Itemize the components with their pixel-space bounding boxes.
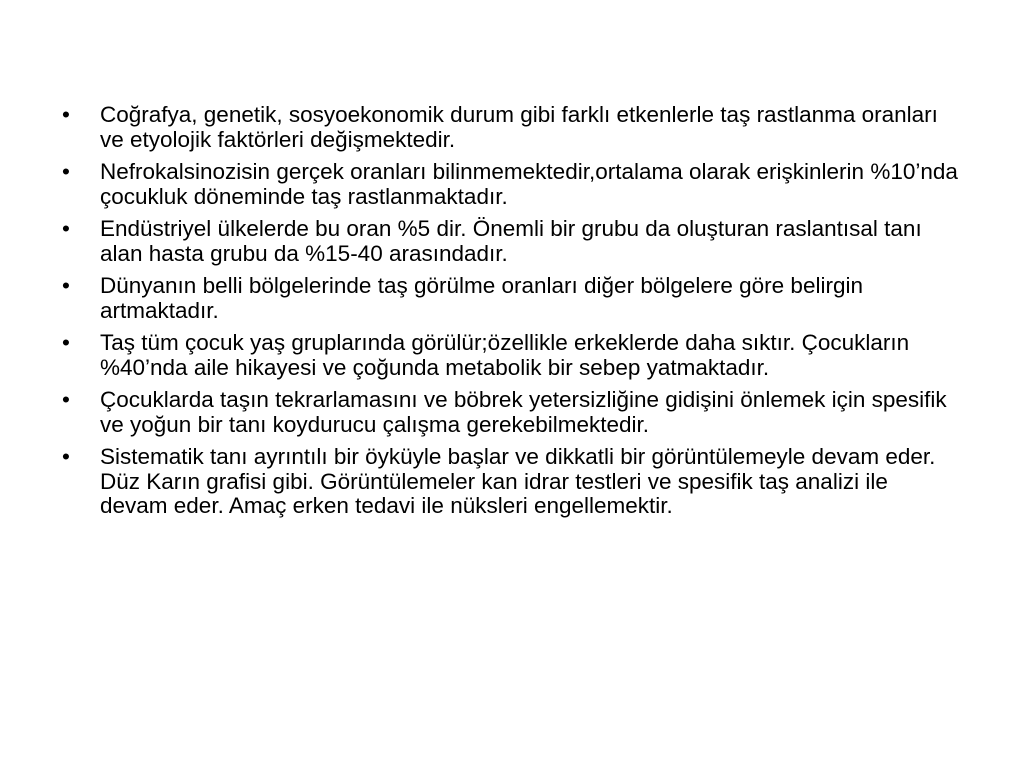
- bullet-marker: •: [62, 273, 70, 298]
- bullet-text: Dünyanın belli bölgelerinde taş görülme oranları diğer bölgelere göre belirgin artmaktadır.: [100, 273, 863, 323]
- bullet-text: Coğrafya, genetik, sosyoekonomik durum gibi farklı etkenlerle taş rastlanma oranları ve etyolojik faktörleri değişmektedir.: [100, 102, 938, 152]
- bullet-marker: •: [62, 159, 70, 184]
- bullet-item-2: [60, 160, 960, 209]
- bullet-text: Endüstriyel ülkelerde bu oran %5 dir. Önemli bir grubu da oluşturan raslantısal tanı alan hasta grubu da %15-40 arasındadır.: [100, 216, 922, 266]
- bullet-marker: •: [62, 102, 70, 127]
- bullet-text: Taş tüm çocuk yaş gruplarında görülür;özellikle erkeklerde daha sıktır. Çocukların %40’nda aile hikayesi ve çoğunda metabolik bir sebep yatmaktadır.: [100, 330, 910, 380]
- bullet-text: Nefrokalsinozisin gerçek oranları bilinmemektedir,ortalama olarak erişkinlerin %10’nda çocukluk döneminde taş rastlanmaktadır.: [100, 159, 958, 209]
- bullet-text: Sistematik tanı ayrıntılı bir öyküyle başlar ve dikkatli bir görüntülemeyle devam eder. Düz Karın grafisi gibi. Görüntülemeler kan idrar testleri ve spesifik taş analizi ile devam eder. Amaç erken tedavi ile nüksleri engellemektir.: [100, 444, 936, 518]
- bullet-marker: •: [62, 216, 70, 241]
- bullet-list: [60, 103, 960, 527]
- bullet-marker: •: [62, 444, 70, 469]
- bullet-item-5: [60, 331, 960, 380]
- bullet-text: Çocuklarda taşın tekrarlamasını ve böbrek yetersizliğine gidişini önlemek için spesifik ve yoğun bir tanı koydurucu çalışma gerekebilmektedir.: [100, 387, 947, 437]
- bullet-item-7: [60, 445, 960, 519]
- bullet-item-3: [60, 217, 960, 266]
- bullet-item-1: [60, 103, 960, 152]
- bullet-item-6: [60, 388, 960, 437]
- bullet-item-4: [60, 274, 960, 323]
- bullet-marker: •: [62, 330, 70, 355]
- bullet-marker: •: [62, 387, 70, 412]
